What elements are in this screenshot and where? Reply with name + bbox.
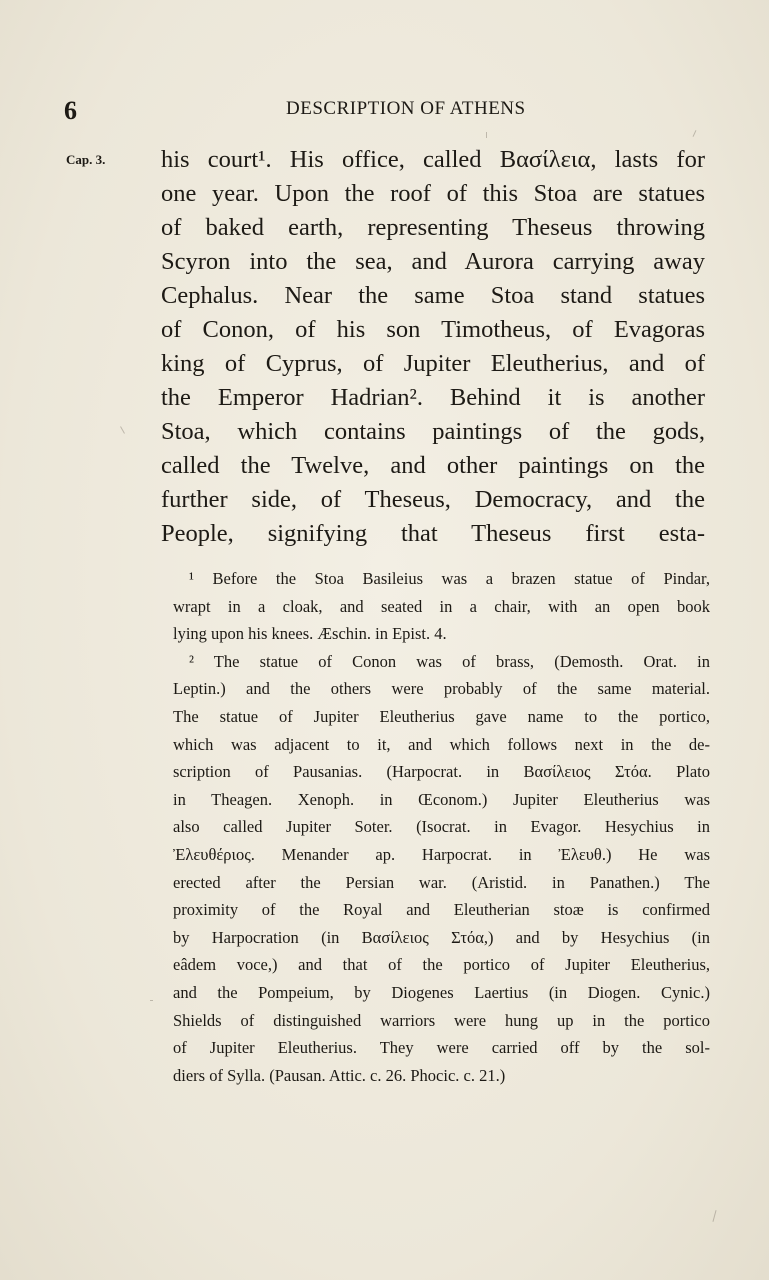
paper-speck [486, 132, 487, 138]
footnote-line: diers of Sylla. (Pausan. Attic. c. 26. Phocic. c. 21.) [173, 1065, 506, 1085]
text-line: of Conon, of his son Timotheus, of Evagoras [161, 316, 705, 343]
text-line: called the Twelve, and other paintings on the [161, 452, 705, 479]
footnotes-block [173, 565, 710, 1089]
footnote-line: erected after the Persian war. (Aristid. in Panathen.) The [173, 872, 710, 892]
footnote-line: of Jupiter Eleutherius. They were carried off by the sol- [173, 1038, 710, 1058]
text-line: his court¹. His office, called Βασίλεια, lasts for [161, 146, 705, 173]
text-line: further side, of Theseus, Democracy, and the [161, 486, 705, 513]
main-text-block [161, 143, 705, 551]
text-line: one year. Upon the roof of this Stoa are statues [161, 180, 705, 207]
page-number: 6 [64, 96, 77, 125]
text-line: king of Cyprus, of Jupiter Eleutherius, and of [161, 350, 705, 377]
footnote-line: Ἐλευθέριος. Menander ap. Harpocrat. in Ἐλευθ.) He was [173, 844, 710, 864]
footnote-line: also called Jupiter Soter. (Isocrat. in Evagor. Hesychius in [173, 817, 710, 837]
text-line: the Emperor Hadrian². Behind it is another [161, 384, 705, 411]
footnote-line: by Harpocration (in Βασίλειος Στόα,) and by Hesychius (in [173, 927, 710, 947]
running-title: DESCRIPTION OF ATHENS [286, 98, 526, 119]
footnote-line: and the Pompeium, by Diogenes Laertius (in Diogen. Cynic.) [173, 982, 710, 1002]
footnote-line: ¹ Before the Stoa Basileius was a brazen statue of Pindar, [189, 569, 710, 588]
text-line: of baked earth, representing Theseus throwing [161, 214, 705, 241]
footnote-line: Shields of distinguished warriors were hung up in the portico [173, 1010, 710, 1030]
text-line: Scyron into the sea, and Aurora carrying away [161, 248, 705, 275]
footnote-line: wrapt in a cloak, and seated in a chair, with an open book [173, 596, 710, 616]
paper-speck [150, 1000, 153, 1001]
text-line: Stoa, which contains paintings of the gods, [161, 418, 705, 445]
text-line: Cephalus. Near the same Stoa stand statues [161, 282, 705, 309]
text-line: People, signifying that Theseus first esta- [161, 520, 705, 547]
footnote-line: in Theagen. Xenoph. in Œconom.) Jupiter Eleutherius was [173, 789, 710, 809]
footnote-line: Leptin.) and the others were probably of the same material. [173, 679, 710, 699]
paper-speck [712, 1210, 716, 1222]
footnote-line: scription of Pausanias. (Harpocrat. in Βασίλειος Στόα. Plato [173, 762, 710, 782]
chapter-margin-note: Cap. 3. [66, 152, 106, 167]
footnote-line: proximity of the Royal and Eleutherian stoæ is confirmed [173, 900, 710, 920]
footnote-line: which was adjacent to it, and which follows next in the de- [173, 734, 710, 754]
paper-speck [693, 130, 697, 137]
paper-speck [120, 426, 125, 433]
footnote-line: ² The statue of Conon was of brass, (Demosth. Orat. in [189, 651, 710, 671]
footnote-line: lying upon his knees. Æschin. in Epist. 4. [173, 624, 447, 644]
footnote-line: eâdem voce,) and that of the portico of Jupiter Eleutherius, [173, 955, 710, 975]
footnote-line: The statue of Jupiter Eleutherius gave name to the portico, [173, 706, 710, 726]
